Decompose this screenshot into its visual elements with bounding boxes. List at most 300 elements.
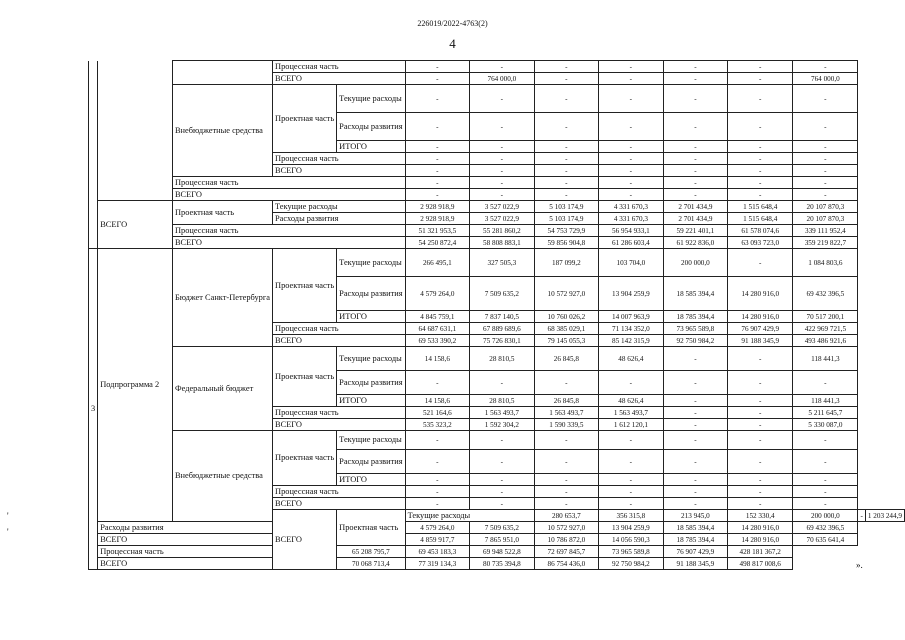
row-label: Расходы развития (337, 450, 405, 474)
value-cell: - (534, 486, 599, 498)
row-label: Текущие расходы (337, 249, 405, 277)
value-cell: - (793, 165, 858, 177)
value-cell: 67 889 689,6 (470, 323, 535, 335)
value-cell: 86 754 436,0 (534, 558, 599, 570)
value-cell: 280 653,7 (534, 510, 599, 522)
value-cell: - (663, 141, 728, 153)
value-cell: 79 145 055,3 (534, 335, 599, 347)
value-cell: - (470, 450, 535, 474)
value-cell: - (534, 498, 599, 510)
value-cell: - (728, 407, 793, 419)
value-cell: 28 810,5 (470, 395, 535, 407)
value-cell: 764 000,0 (793, 73, 858, 85)
value-cell: 5 211 645,7 (793, 407, 858, 419)
value-cell: - (405, 165, 470, 177)
value-cell: 28 810,5 (470, 347, 535, 371)
value-cell: - (793, 474, 858, 486)
value-cell: 14 280 916,0 (728, 277, 793, 311)
value-cell: - (663, 450, 728, 474)
value-cell: - (663, 431, 728, 450)
value-cell: 5 330 087,0 (793, 419, 858, 431)
row-label: ВСЕГО (273, 335, 406, 347)
value-cell: 14 280 916,0 (728, 311, 793, 323)
value-cell: - (405, 61, 470, 73)
value-cell: - (599, 498, 664, 510)
value-cell: 4 579 264,0 (405, 277, 470, 311)
value-cell: - (534, 189, 599, 201)
value-cell: 213 945,0 (663, 510, 728, 522)
value-cell: - (599, 177, 664, 189)
value-cell: 3 527 022,9 (470, 201, 535, 213)
row-label: ВСЕГО (273, 73, 406, 85)
value-cell: - (793, 85, 858, 113)
value-cell: 70 068 713,4 (337, 558, 405, 570)
value-cell: - (599, 431, 664, 450)
value-cell: - (599, 371, 664, 395)
value-cell: 61 578 074,6 (728, 225, 793, 237)
table-row (89, 225, 905, 237)
value-cell: 5 103 174,9 (534, 213, 599, 225)
value-cell: - (793, 371, 858, 395)
value-cell: 4 845 759,1 (405, 311, 470, 323)
value-cell: 55 281 860,2 (470, 225, 535, 237)
value-cell: 498 817 008,6 (728, 558, 793, 570)
value-cell: - (728, 474, 793, 486)
value-cell: - (599, 153, 664, 165)
value-cell: - (405, 371, 470, 395)
part-label: Проектная часть (273, 85, 337, 153)
value-cell: - (728, 85, 793, 113)
value-cell: 764 000,0 (470, 73, 535, 85)
value-cell: 70 517 200,1 (793, 311, 858, 323)
value-cell: - (534, 141, 599, 153)
value-cell: 359 219 822,7 (793, 237, 858, 249)
value-cell: 356 315,8 (599, 510, 664, 522)
margin-mark: ' (7, 527, 9, 537)
value-cell: 65 208 795,7 (337, 546, 405, 558)
value-cell: - (470, 61, 535, 73)
row-label: Текущие расходы (405, 510, 534, 522)
block-label: ВСЕГО (98, 201, 173, 249)
table-row (89, 522, 905, 534)
value-cell: - (470, 486, 535, 498)
value-cell: 10 760 026,2 (534, 311, 599, 323)
value-cell: 80 735 394,8 (470, 558, 535, 570)
value-cell: 63 093 723,0 (728, 237, 793, 249)
value-cell: 7 837 140,5 (470, 311, 535, 323)
value-cell: 91 188 345,9 (728, 335, 793, 347)
value-cell: - (534, 61, 599, 73)
row-label: Текущие расходы (273, 201, 406, 213)
row-label: Текущие расходы (337, 347, 405, 371)
table-row (89, 546, 905, 558)
value-cell: - (405, 113, 470, 141)
table-row (89, 189, 905, 201)
value-cell: 1 203 244,9 (865, 510, 904, 522)
table-row (89, 431, 905, 450)
value-cell: 71 134 352,0 (599, 323, 664, 335)
row-label: Расходы развития (337, 371, 405, 395)
value-cell: 26 845,8 (534, 395, 599, 407)
table-row (89, 201, 905, 213)
row-label: ИТОГО (337, 311, 405, 323)
row-label: Процессная часть (273, 486, 406, 498)
source-label: Бюджет Санкт-Петербурга (172, 249, 272, 347)
value-cell: - (599, 189, 664, 201)
value-cell: 1 563 493,7 (599, 407, 664, 419)
value-cell: - (534, 431, 599, 450)
value-cell: - (793, 498, 858, 510)
value-cell: 18 785 394,4 (663, 311, 728, 323)
value-cell: 69 948 522,8 (470, 546, 535, 558)
value-cell: 77 319 134,3 (405, 558, 470, 570)
value-cell: 69 533 390,2 (405, 335, 470, 347)
value-cell: - (470, 165, 535, 177)
row-label: Процессная часть (273, 407, 406, 419)
value-cell: - (599, 486, 664, 498)
margin-mark: ' (7, 511, 9, 521)
value-cell: 1 592 304,2 (470, 419, 535, 431)
value-cell: - (663, 347, 728, 371)
value-cell: 4 579 264,0 (405, 522, 470, 534)
value-cell: - (470, 189, 535, 201)
value-cell: 13 904 259,9 (599, 277, 664, 311)
closing-quote: ». (856, 560, 863, 570)
value-cell: 493 486 921,6 (793, 335, 858, 347)
value-cell: 61 286 603,4 (599, 237, 664, 249)
value-cell: 72 697 845,7 (534, 546, 599, 558)
row-label: Расходы развития (98, 522, 273, 534)
value-cell: - (663, 73, 728, 85)
value-cell: 18 785 394,4 (663, 534, 728, 546)
value-cell: - (793, 61, 858, 73)
value-cell: 14 056 590,3 (599, 534, 664, 546)
value-cell: - (534, 113, 599, 141)
row-label: Расходы развития (273, 213, 406, 225)
value-cell: - (534, 371, 599, 395)
value-cell: 7 509 635,2 (470, 522, 535, 534)
value-cell: 85 142 315,9 (599, 335, 664, 347)
value-cell: 13 904 259,9 (599, 522, 664, 534)
value-cell: - (534, 165, 599, 177)
value-cell: 59 221 401,1 (663, 225, 728, 237)
value-cell: 187 099,2 (534, 249, 599, 277)
value-cell: - (728, 249, 793, 277)
part-label: Проектная часть (273, 347, 337, 407)
document-id: 226019/2022-4763(2) (417, 19, 488, 28)
value-cell: - (470, 153, 535, 165)
subprogram-label: Подпрограмма 2 (98, 249, 173, 522)
table-row (89, 85, 905, 113)
value-cell: 428 181 367,2 (728, 546, 793, 558)
value-cell: - (405, 450, 470, 474)
value-cell: 26 845,8 (534, 347, 599, 371)
value-cell: - (405, 85, 470, 113)
value-cell: 1 612 120,1 (599, 419, 664, 431)
value-cell: 3 527 022,9 (470, 213, 535, 225)
value-cell: - (728, 395, 793, 407)
value-cell: - (470, 431, 535, 450)
value-cell: - (663, 85, 728, 113)
value-cell: - (470, 113, 535, 141)
value-cell: - (663, 165, 728, 177)
value-cell: - (728, 141, 793, 153)
value-cell: 54 250 872,4 (405, 237, 470, 249)
value-cell: 1 515 648,4 (728, 213, 793, 225)
row-label: ВСЕГО (98, 558, 337, 570)
source-label: Федеральный бюджет (172, 347, 272, 431)
value-cell: 10 786 872,0 (534, 534, 599, 546)
row-label: ВСЕГО (172, 237, 405, 249)
row-label: Процессная часть (273, 323, 406, 335)
value-cell: 48 626,4 (599, 395, 664, 407)
part-label: Проектная часть (273, 249, 337, 323)
value-cell: 18 585 394,4 (663, 277, 728, 311)
value-cell: - (599, 450, 664, 474)
value-cell: 118 441,3 (793, 347, 858, 371)
value-cell: 61 922 836,0 (663, 237, 728, 249)
value-cell: 266 495,1 (405, 249, 470, 277)
value-cell: 68 385 029,1 (534, 323, 599, 335)
value-cell: - (663, 407, 728, 419)
value-cell: - (663, 486, 728, 498)
row-label: ИТОГО (337, 395, 405, 407)
value-cell: - (728, 450, 793, 474)
value-cell: 64 687 631,1 (405, 323, 470, 335)
table-row (89, 558, 905, 570)
value-cell: - (405, 141, 470, 153)
value-cell: 7 509 635,2 (470, 277, 535, 311)
value-cell: 152 330,4 (728, 510, 793, 522)
table-row (89, 61, 905, 73)
value-cell: 20 107 870,3 (793, 213, 858, 225)
value-cell: 10 572 927,0 (534, 522, 599, 534)
value-cell: 69 453 183,3 (405, 546, 470, 558)
value-cell: - (793, 177, 858, 189)
page-number: 4 (449, 36, 456, 51)
value-cell: - (728, 486, 793, 498)
value-cell: 2 701 434,9 (663, 201, 728, 213)
value-cell: 69 432 396,5 (793, 522, 858, 534)
value-cell: - (599, 141, 664, 153)
value-cell: 92 750 984,2 (599, 558, 664, 570)
value-cell: - (793, 189, 858, 201)
row-label: ВСЕГО (273, 419, 406, 431)
value-cell: - (599, 113, 664, 141)
value-cell: - (405, 431, 470, 450)
value-cell: - (728, 371, 793, 395)
value-cell: 14 158,6 (405, 347, 470, 371)
value-cell: - (599, 85, 664, 113)
value-cell: 1 515 648,4 (728, 201, 793, 213)
value-cell: - (728, 189, 793, 201)
value-cell: 4 859 917,7 (405, 534, 470, 546)
part-label: Проектная часть (172, 201, 272, 225)
value-cell: - (405, 189, 470, 201)
row-label: ИТОГО (337, 474, 405, 486)
value-cell: - (858, 510, 865, 522)
value-cell: 56 954 933,1 (599, 225, 664, 237)
row-label: Процессная часть (98, 546, 337, 558)
value-cell: 59 856 904,8 (534, 237, 599, 249)
value-cell: - (728, 61, 793, 73)
value-cell: - (534, 73, 599, 85)
value-cell: 14 007 963,9 (599, 311, 664, 323)
value-cell: - (599, 73, 664, 85)
value-cell: 7 865 951,0 (470, 534, 535, 546)
part-label: Проектная часть (337, 510, 405, 546)
value-cell: - (470, 85, 535, 113)
value-cell: 4 331 670,3 (599, 201, 664, 213)
value-cell: 4 331 670,3 (599, 213, 664, 225)
value-cell: - (663, 498, 728, 510)
value-cell: - (793, 431, 858, 450)
value-cell: 51 321 953,5 (405, 225, 470, 237)
row-label: ВСЕГО (172, 189, 405, 201)
value-cell: 75 726 830,1 (470, 335, 535, 347)
value-cell: - (728, 177, 793, 189)
value-cell: - (534, 153, 599, 165)
value-cell: - (728, 498, 793, 510)
value-cell: - (534, 85, 599, 113)
value-cell: 10 572 927,0 (534, 277, 599, 311)
value-cell: - (728, 419, 793, 431)
row-label: ВСЕГО (273, 165, 406, 177)
value-cell: - (793, 141, 858, 153)
value-cell: - (470, 498, 535, 510)
table-row (89, 534, 905, 546)
row-label: Процессная часть (273, 61, 406, 73)
value-cell: 2 701 434,9 (663, 213, 728, 225)
row-label: Процессная часть (172, 225, 405, 237)
value-cell: - (663, 371, 728, 395)
value-cell: 73 965 589,8 (663, 323, 728, 335)
value-cell: 1 590 339,5 (534, 419, 599, 431)
budget-table (88, 60, 905, 570)
table-row (89, 237, 905, 249)
value-cell: 422 969 721,5 (793, 323, 858, 335)
value-cell: 200 000,0 (663, 249, 728, 277)
value-cell: - (470, 474, 535, 486)
value-cell: 118 441,3 (793, 395, 858, 407)
block-label: ВСЕГО (273, 510, 337, 570)
value-cell: - (663, 113, 728, 141)
row-label: ИТОГО (337, 141, 405, 153)
value-cell: 200 000,0 (793, 510, 858, 522)
value-cell: 14 280 916,0 (728, 522, 793, 534)
value-cell: 48 626,4 (599, 347, 664, 371)
value-cell: 18 585 394,4 (663, 522, 728, 534)
table-row (89, 177, 905, 189)
value-cell: 58 808 883,1 (470, 237, 535, 249)
value-cell: 339 111 952,4 (793, 225, 858, 237)
value-cell: - (793, 153, 858, 165)
value-cell: - (599, 474, 664, 486)
value-cell: 54 753 729,9 (534, 225, 599, 237)
value-cell: 2 928 918,9 (405, 213, 470, 225)
value-cell: 69 432 396,5 (793, 277, 858, 311)
value-cell: - (663, 61, 728, 73)
table-row (89, 249, 905, 277)
value-cell: - (663, 395, 728, 407)
source-label: Внебюджетные средства (172, 431, 272, 522)
value-cell: - (405, 153, 470, 165)
value-cell: - (534, 474, 599, 486)
value-cell: 535 323,2 (405, 419, 470, 431)
value-cell: 14 280 916,0 (728, 534, 793, 546)
value-cell: - (663, 474, 728, 486)
value-cell: 1 084 803,6 (793, 249, 858, 277)
value-cell: 521 164,6 (405, 407, 470, 419)
row-label: ВСЕГО (98, 534, 273, 546)
value-cell: - (728, 431, 793, 450)
value-cell: - (793, 486, 858, 498)
value-cell: 20 107 870,3 (793, 201, 858, 213)
value-cell: - (599, 165, 664, 177)
value-cell: 5 103 174,9 (534, 201, 599, 213)
value-cell: - (663, 177, 728, 189)
row-number-cell (89, 61, 98, 249)
value-cell: - (405, 486, 470, 498)
value-cell: - (793, 450, 858, 474)
value-cell: 73 965 589,8 (599, 546, 664, 558)
source-cell (172, 61, 272, 85)
value-cell: - (728, 113, 793, 141)
value-cell: 14 158,6 (405, 395, 470, 407)
row-label: Процессная часть (172, 177, 405, 189)
row-label: Расходы развития (337, 277, 405, 311)
value-cell: - (470, 371, 535, 395)
value-cell: 76 907 429,9 (728, 323, 793, 335)
value-cell: - (534, 177, 599, 189)
value-cell: - (728, 73, 793, 85)
value-cell: 1 563 493,7 (534, 407, 599, 419)
value-cell: 327 505,3 (470, 249, 535, 277)
value-cell: - (599, 61, 664, 73)
value-cell: - (534, 450, 599, 474)
value-cell: - (663, 419, 728, 431)
value-cell: 70 635 641,4 (793, 534, 858, 546)
value-cell: - (728, 165, 793, 177)
value-cell: - (405, 73, 470, 85)
value-cell: - (470, 177, 535, 189)
value-cell: 91 188 345,9 (663, 558, 728, 570)
row-label: Процессная часть (273, 153, 406, 165)
value-cell: 1 563 493,7 (470, 407, 535, 419)
row-label: Расходы развития (337, 113, 405, 141)
value-cell: - (728, 347, 793, 371)
value-cell: 2 928 918,9 (405, 201, 470, 213)
value-cell: 92 750 984,2 (663, 335, 728, 347)
value-cell: - (728, 153, 793, 165)
part-label: Проектная часть (273, 431, 337, 486)
value-cell: - (405, 498, 470, 510)
row-number: 3 (89, 249, 98, 570)
block-cell (98, 61, 173, 201)
value-cell: 103 704,0 (599, 249, 664, 277)
value-cell: 76 907 429,9 (663, 546, 728, 558)
value-cell: - (470, 141, 535, 153)
row-label: ВСЕГО (273, 498, 406, 510)
value-cell: - (663, 153, 728, 165)
value-cell: - (663, 189, 728, 201)
row-label: Текущие расходы (337, 431, 405, 450)
value-cell: - (405, 177, 470, 189)
table-row (89, 347, 905, 371)
row-label: Текущие расходы (337, 85, 405, 113)
value-cell: - (793, 113, 858, 141)
value-cell: - (405, 474, 470, 486)
